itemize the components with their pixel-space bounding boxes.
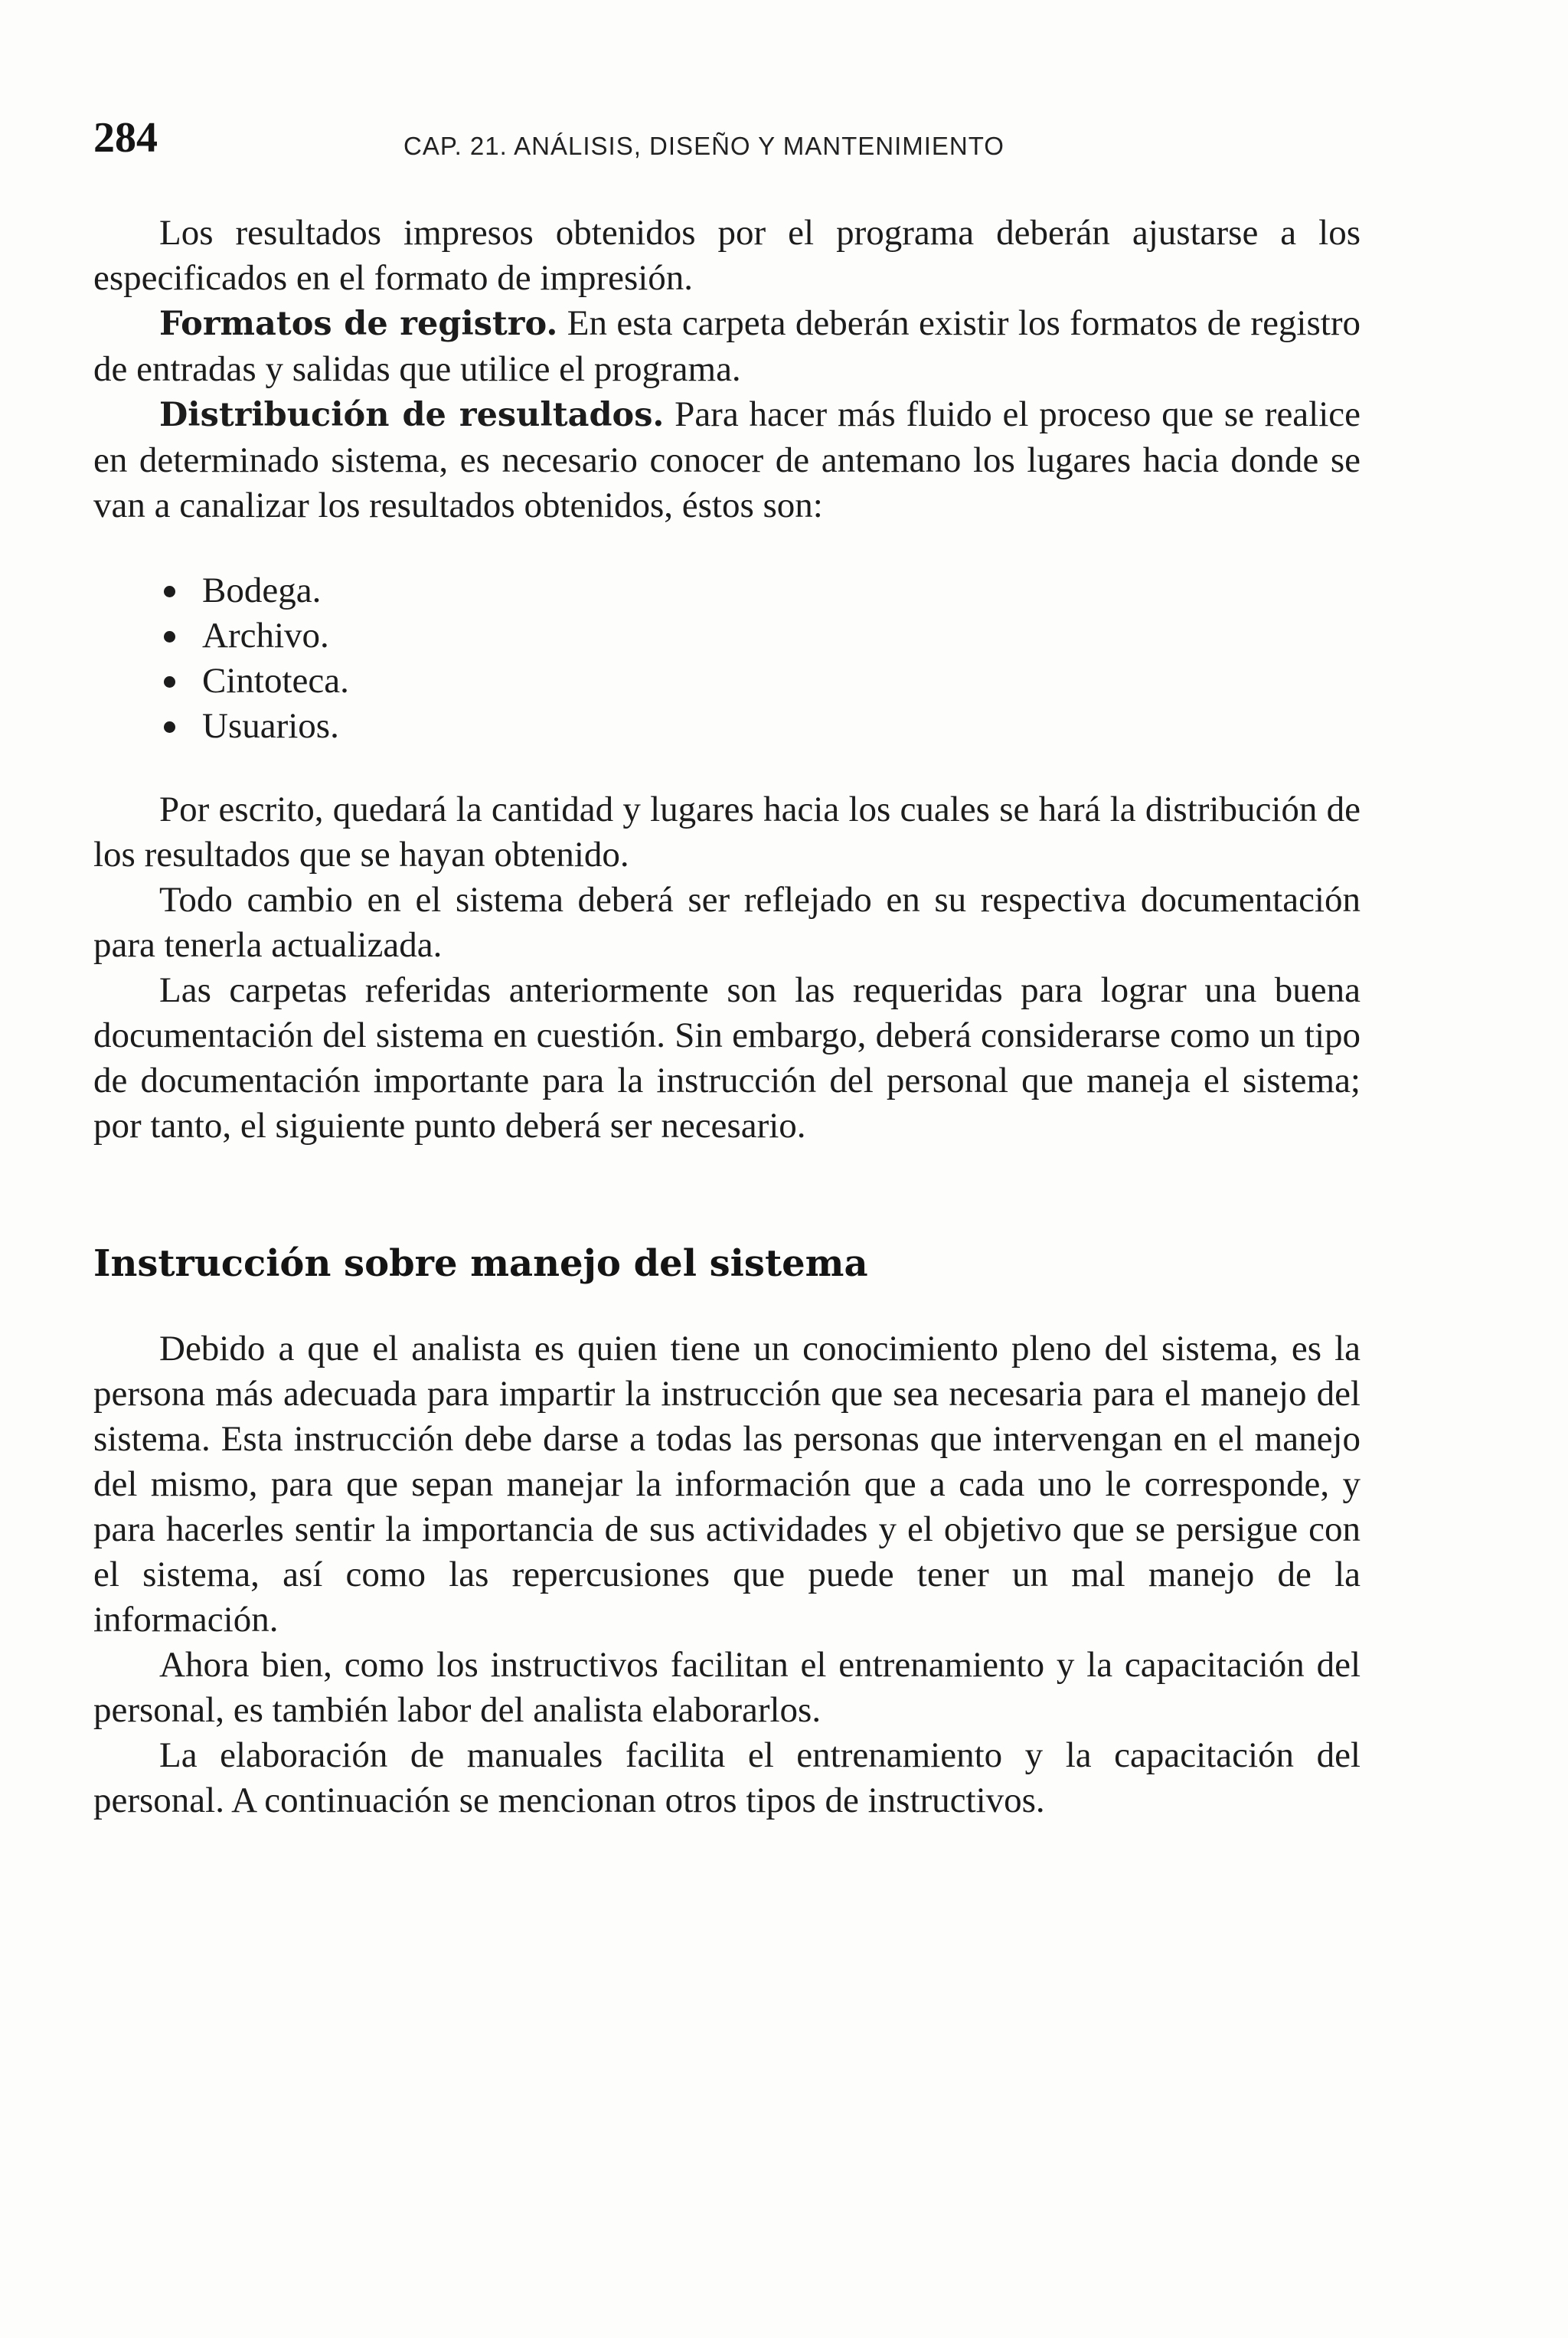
list-item: [93, 704, 1361, 749]
paragraph-analyst-instruction: Debido a que el analista es quien tiene un conocimiento pleno del sistema, es la persona más adecuada para impartir la instrucción que sea necesaria para el manejo del sistema. Esta instrucción debe darse a todas las personas que intervengan en el manejo del mismo, para que sepan manejar la información que a cada uno le corresponde, y para hacerles sentir la importancia de sus actividades y el objetivo que se persigue con el sistema, así como las repercusiones que puede tener un mal manejo de la información.: [93, 1329, 1361, 1640]
paragraph-folders-referred: Las carpetas referidas anteriormente son las requeridas para lograr una buena documentación del sistema en cuestión. Sin embargo, deberá considerarse como un tipo de documentación importante para la instrucción del personal que maneja el sistema; por tanto, el siguiente punto deberá ser necesario.: [93, 970, 1361, 1146]
paragraph-manuals-elaboration: La elaboración de manuales facilita el entrenamiento y la capacitación del personal. A continuación se mencionan otros tipos de instructivos.: [93, 1735, 1361, 1820]
list-item: [93, 568, 1361, 613]
page-number: 284: [93, 114, 158, 162]
page-header: [93, 115, 1364, 168]
list-item-label: Usuarios.: [202, 706, 339, 746]
list-item: [93, 613, 1361, 659]
list-item: [93, 659, 1361, 704]
paragraph-distribution: [93, 392, 1361, 528]
list-item-label: Archivo.: [202, 616, 329, 656]
list-item-label: Cintoteca.: [202, 661, 349, 701]
bullet-icon: [164, 676, 175, 688]
paragraph-text-formatos-registro: En esta carpeta deberán existir los formatos de registro de entradas y salidas que utilice el programa.: [93, 303, 1361, 389]
paragraph-results-printed: Los resultados impresos obtenidos por el programa deberán ajustarse a los especificados en el formato de impresión.: [93, 213, 1361, 298]
bullet-icon: [164, 586, 175, 597]
paragraph-lead-formatos-registro: Formatos de registro.: [159, 305, 558, 343]
running-head: CAP. 21. ANÁLISIS, DISEÑO Y MANTENIMIENTO: [403, 132, 1004, 160]
paragraph-registro-formats: [93, 301, 1361, 392]
paragraph-changes-documentation: Todo cambio en el sistema deberá ser reflejado en su respectiva documentación para tenerla actualizada.: [93, 880, 1361, 965]
paragraph-lead-distribucion: Distribución de resultados.: [159, 396, 665, 434]
bullet-icon: [164, 631, 175, 643]
destinations-list: [93, 568, 1361, 749]
section-heading: Instrucción sobre manejo del sistema: [93, 1242, 868, 1285]
page-body: [93, 211, 1361, 1823]
bullet-icon: [164, 721, 175, 733]
paragraph-instructives-training: Ahora bien, como los instructivos facilitan el entrenamiento y la capacitación del personal, es también labor del analista elaborarlos.: [93, 1645, 1361, 1730]
list-item-label: Bodega.: [202, 571, 322, 610]
paragraph-written-distribution: Por escrito, quedará la cantidad y lugares hacia los cuales se hará la distribución de los resultados que se hayan obtenido.: [93, 790, 1361, 875]
paragraph-text-distribucion: Para hacer más fluido el proceso que se realice en determinado sistema, es necesario conocer de antemano los lugares hacia donde se van a canalizar los resultados obtenidos, éstos son:: [93, 394, 1361, 525]
